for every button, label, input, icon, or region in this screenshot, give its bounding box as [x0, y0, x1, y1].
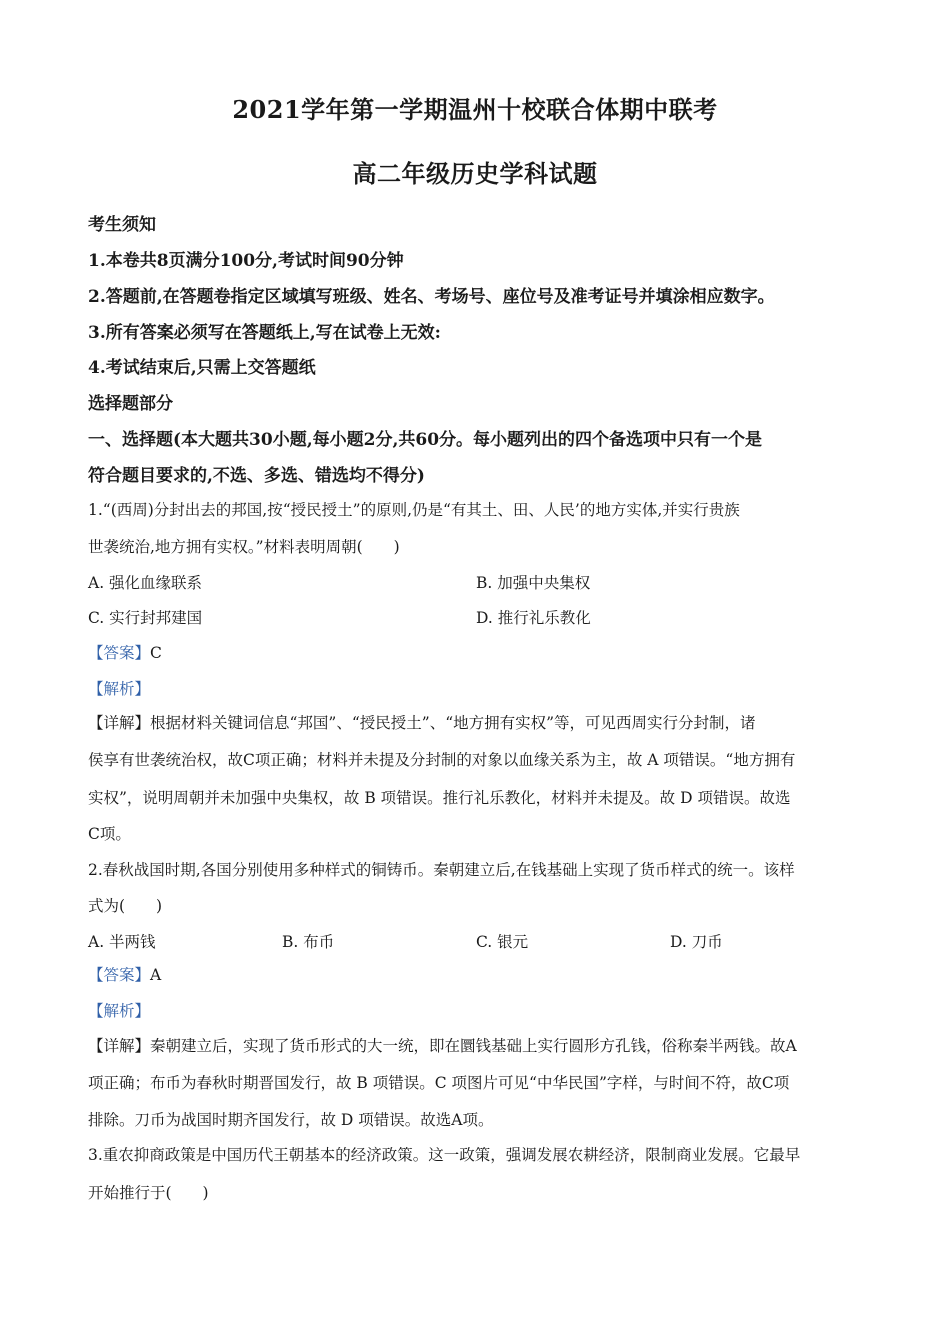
notice-item-1: 1.本卷共8页满分100分,考试时间90分钟: [88, 251, 404, 271]
q2-option-b: B. 布币: [282, 933, 335, 951]
section-heading: 选择题部分: [88, 394, 173, 414]
answer-tag: 【答案】: [88, 644, 151, 662]
exam-subtitle: 高二年级历史学科试题: [352, 159, 598, 188]
q2-stem-line1: 2.春秋战国时期,各国分别使用多种样式的铜铸币。秦朝建立后,在钱基础上实现了货币样式的统一。该样: [88, 861, 795, 879]
notice-heading: 考生须知: [88, 215, 156, 235]
notice-item-3: 3.所有答案必须写在答题纸上,写在试卷上无效:: [88, 323, 441, 343]
q2-option-d: D. 刀币: [670, 933, 723, 951]
q2-option-c: C. 银元: [476, 933, 529, 951]
answer-value: A: [150, 966, 162, 984]
q3-stem-line1: 3.重农抑商政策是中国历代王朝基本的经济政策。这一政策，强调发展农耕经济，限制商业发展。它最早: [88, 1146, 801, 1164]
q1-option-d: D. 推行礼乐教化: [476, 609, 591, 627]
q2-detail-line3: 排除。刀币为战国时期齐国发行，故 D 项错误。故选A项。: [88, 1111, 494, 1129]
q2-answer: [88, 963, 161, 985]
q1-option-a: A. 强化血缘联系: [88, 574, 203, 592]
answer-value: C: [150, 644, 162, 662]
q1-option-b: B. 加强中央集权: [476, 574, 591, 592]
q2-detail-line2: 项正确；布币为春秋时期晋国发行，故 B 项错误。C 项图片可见“中华民国”字样，与时间不符，故C项: [88, 1074, 790, 1092]
q1-detail-line1: 【详解】根据材料关键词信息“邦国”、“授民授土”、“地方拥有实权”等，可见西周实行分封制，诸: [88, 714, 756, 732]
q1-analysis-tag: 【解析】: [88, 680, 151, 698]
q1-answer: [88, 641, 162, 663]
q1-detail-line2: 侯享有世袭统治权，故C项正确；材料并未提及分封制的对象以血缘关系为主，故 A 项错误。“地方拥有: [88, 751, 796, 769]
q2-stem-line2: 式为( ): [88, 897, 163, 915]
q2-option-a: A. 半两钱: [88, 933, 156, 951]
q2-detail-line1: 【详解】秦朝建立后，实现了货币形式的大一统，即在圜钱基础上实行圆形方孔钱，俗称秦半两钱。故A: [88, 1037, 797, 1055]
q1-stem-line1: 1.“(西周)分封出去的邦国,按“授民授土”的原则,仍是“有其土、田、人民’的地方实体,并实行贵族: [88, 501, 740, 519]
q1-option-c: C. 实行封邦建国: [88, 609, 203, 627]
q1-detail-line3: 实权”，说明周朝并未加强中央集权，故 B 项错误。推行礼乐教化，材料并未提及。故 D 项错误。故选: [88, 789, 791, 807]
q1-stem-line2: 世袭统治,地方拥有实权。”材料表明周朝( ): [88, 538, 400, 556]
notice-item-2: 2.答题前,在答题卷指定区域填写班级、姓名、考场号、座位号及准考证号并填涂相应数字。: [88, 287, 775, 307]
q1-detail-line4: C项。: [88, 825, 131, 843]
section-instruction-1: 一、选择题(本大题共30小题,每小题2分,共60分。每小题列出的四个备选项中只有一个是: [88, 430, 763, 450]
answer-tag: 【答案】: [88, 966, 151, 984]
q2-analysis-tag: 【解析】: [88, 1002, 151, 1020]
exam-title: 2021学年第一学期温州十校联合体期中联考: [232, 95, 718, 124]
q3-stem-line2: 开始推行于( ): [88, 1184, 209, 1202]
section-instruction-2: 符合题目要求的,不选、多选、错选均不得分): [88, 466, 425, 486]
notice-item-4: 4.考试结束后,只需上交答题纸: [88, 358, 316, 378]
